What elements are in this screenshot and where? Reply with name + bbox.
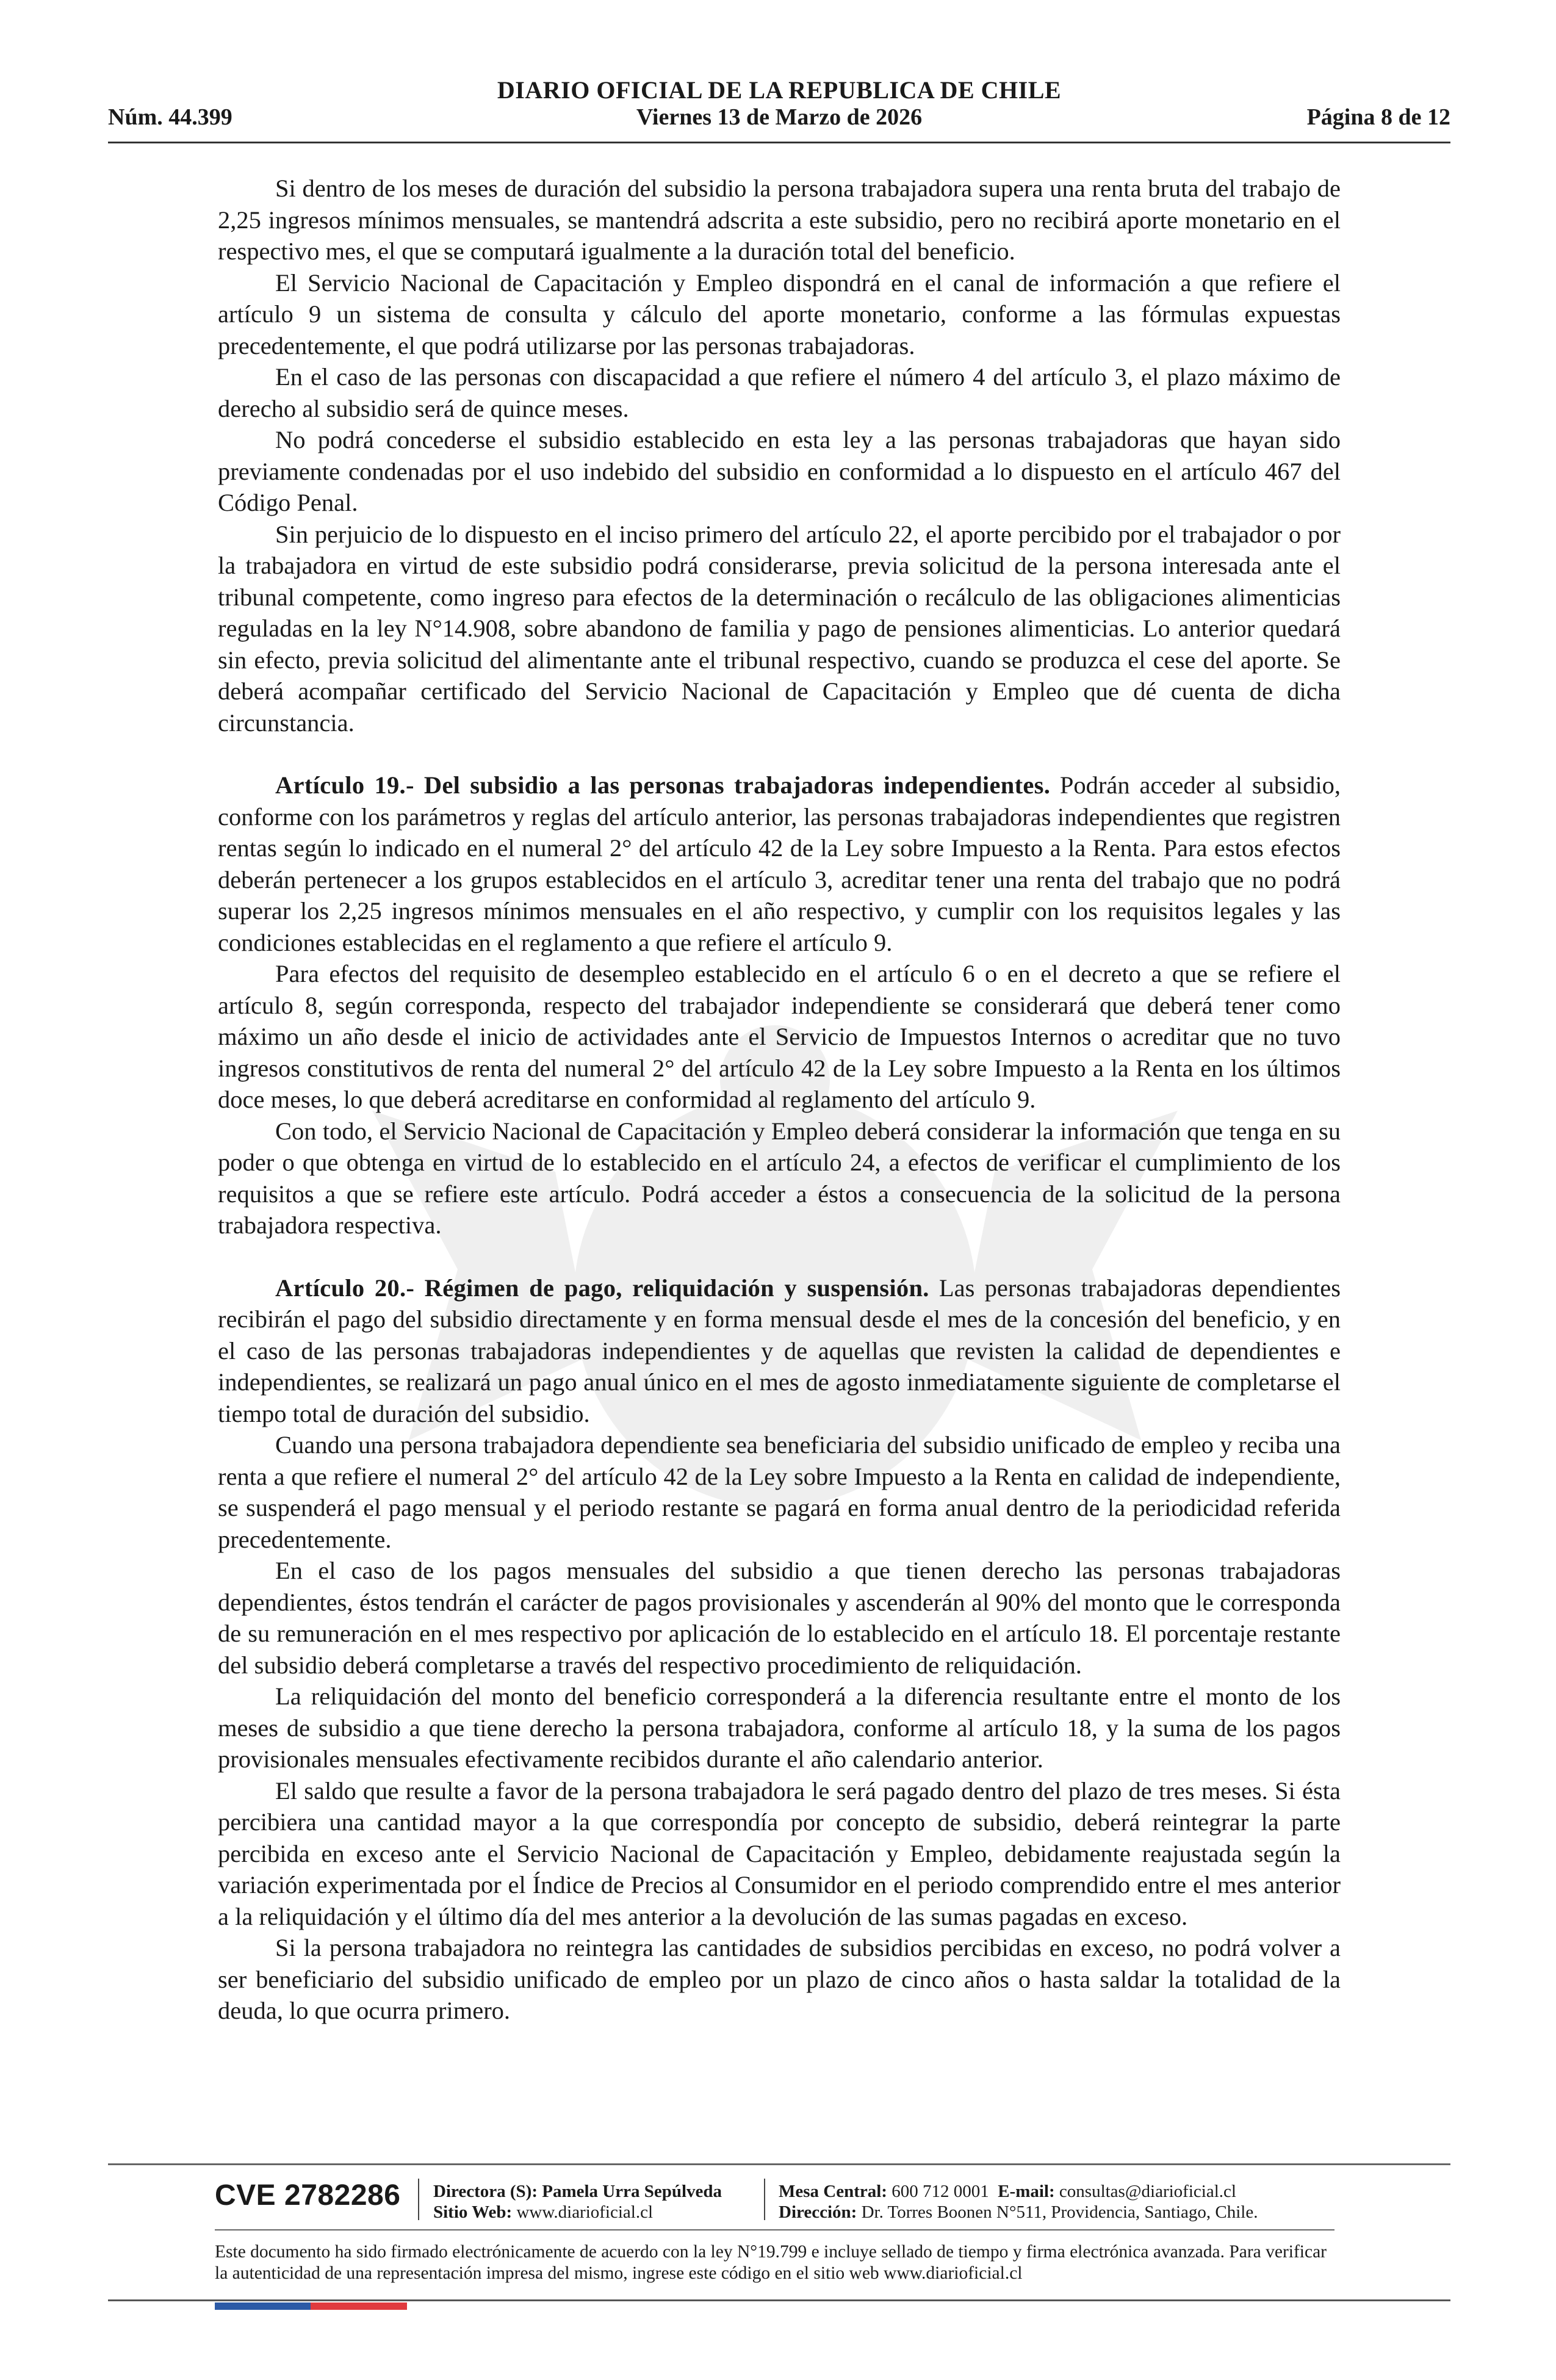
director-label: Directora (S): xyxy=(433,2182,538,2201)
paragraph: No podrá concederse el subsidio establecido en esta ley a las personas trabajadoras que hayan sido previamente condenadas por el uso indebido del subsidio en conformidad a lo dispuesto en el artículo 467 del Código Penal. xyxy=(218,426,1341,516)
page-number: Página 8 de 12 xyxy=(1306,104,1450,130)
footer-divider xyxy=(215,2229,1334,2230)
paragraph: Para efectos del requisito de desempleo establecido en el artículo 6 o en el decreto a que se refiere el artículo 8, según corresponda, respecto del trabajador independiente se considerará que deberá tener como máximo un año desde el inicio de actividades ante el Servicio de Impuestos Internos o acreditar que no tuvo ingresos constitutivos de renta del numeral 2° del artículo 42 de la Ley sobre Impuesto a la Renta en los últimos doce meses, lo que deberá acreditarse en conformidad al reglamento del artículo 9. xyxy=(218,960,1341,1113)
article-19-heading: Artículo 19.- Del subsidio a las personas trabajadoras independientes. xyxy=(275,771,1051,799)
header-divider xyxy=(108,142,1450,143)
paragraph: La reliquidación del monto del beneficio corresponderá a la diferencia resultante entre el monto de los meses de subsidio a que tiene derecho la persona trabajadora, conforme al artículo 18, y la suma de los pagos provisionales mensuales efectivamente recibidos durante el año calendario anterior. xyxy=(218,1682,1341,1773)
footer-divider xyxy=(108,2299,1450,2301)
article-20-text: Las personas trabajadoras dependientes recibirán el pago del subsidio directamente y en forma mensual desde el mes de la concesión del beneficio, y en el caso de las personas trabajadoras independientes y de aquellas que revisten la calidad de dependientes e independientes, se realizará un pago anual único en el mes de agosto inmediatamente siguiente de completarse el tiempo total de duración del subsidio. xyxy=(218,1274,1341,1427)
phone-label: Mesa Central: xyxy=(779,2182,887,2201)
email-label: E-mail: xyxy=(998,2182,1055,2201)
address-label: Dirección: xyxy=(779,2202,857,2222)
flag-stripe xyxy=(215,2302,407,2310)
footer-director-block xyxy=(433,2181,722,2223)
legal-notice: Este documento ha sido firmado electrónicamente de acuerdo con la ley N°19.799 e incluye sellado de tiempo y firma electrónica avanzada. Para verificar la autenticidad de una representación impresa del mismo, ingrese este código en el sitio web www.diarioficial.cl xyxy=(215,2242,1327,2283)
document-body xyxy=(218,173,1341,2027)
paragraph: Si la persona trabajadora no reintegra las cantidades de subsidios percibidas en exceso, no podrá volver a ser beneficiario del subsidio unificado de empleo por un plazo de cinco años o hasta saldar la totalidad de la deuda, lo que ocurra primero. xyxy=(218,1934,1341,2024)
email-link[interactable]: consultas@diarioficial.cl xyxy=(1059,2182,1236,2201)
paragraph: Cuando una persona trabajadora dependiente sea beneficiaria del subsidio unificado de empleo y reciba una renta a que refiere el numeral 2° del artículo 42 de la Ley sobre Impuesto a la Renta en calidad de independiente, se suspenderá el pago mensual y el periodo restante se pagará en forma anual dentro de la periodicidad referida precedentemente. xyxy=(218,1431,1341,1553)
paragraph: El Servicio Nacional de Capacitación y Empleo dispondrá en el canal de información a que refiere el artículo 9 un sistema de consulta y cálculo del aporte monetario, conforme a las fórmulas expuestas precedentemente, el que podrá utilizarse por las personas trabajadoras. xyxy=(218,269,1341,359)
flag-blue-stripe xyxy=(215,2302,311,2310)
paragraph: Si dentro de los meses de duración del subsidio la persona trabajadora supera una renta bruta del trabajo de 2,25 ingresos mínimos mensuales, se mantendrá adscrita a este subsidio, pero no recibirá aporte monetario en el respectivo mes, el que se computará igualmente a la duración total del beneficio. xyxy=(218,175,1341,265)
article-20-paragraph xyxy=(218,1272,1341,1430)
paragraph: En el caso de las personas con discapacidad a que refiere el número 4 del artículo 3, el plazo máximo de derecho al subsidio será de quince meses. xyxy=(218,363,1341,422)
paragraph: El saldo que resulte a favor de la persona trabajadora le será pagado dentro del plazo de tres meses. Si ésta percibiera una cantidad mayor a la que correspondía por concepto de subsidio, deberá reintegrar la parte percibida en exceso ante el Servicio Nacional de Capacitación y Empleo, debidamente reajustada según la variación experimentada por el Índice de Precios al Consumidor en el periodo comprendido entre el mes anterior a la reliquidación y el último día del mes anterior a la devolución de las sumas pagadas en exceso. xyxy=(218,1776,1341,1930)
issue-number: Núm. 44.399 xyxy=(108,104,232,130)
article-19-paragraph xyxy=(218,770,1341,958)
article-20-heading: Artículo 20.- Régimen de pago, reliquidación y suspensión. xyxy=(275,1274,929,1302)
website-link[interactable]: www.diarioficial.cl xyxy=(516,2202,654,2222)
paragraph: En el caso de los pagos mensuales del subsidio a que tienen derecho las personas trabajadoras dependientes, éstos tendrán el carácter de pagos provisionales y ascenderán al 90% del monto que le corresponda de su remuneración en el mes respectivo por aplicación de lo establecido en el artículo 18. El porcentaje restante del subsidio deberá completarse a través del respectivo procedimiento de reliquidación. xyxy=(218,1557,1341,1679)
address-value: Dr. Torres Boonen N°511, Providencia, Santiago, Chile. xyxy=(861,2202,1258,2222)
footer-separator xyxy=(764,2179,765,2220)
footer-contact-block xyxy=(779,2181,1258,2223)
newspaper-title: DIARIO OFICIAL DE LA REPUBLICA DE CHILE xyxy=(497,76,1062,104)
phone-value: 600 712 0001 xyxy=(891,2182,989,2201)
flag-red-stripe xyxy=(311,2302,407,2310)
footer-separator xyxy=(418,2179,419,2220)
cve-code: CVE 2782286 xyxy=(215,2179,401,2212)
website-label: Sitio Web: xyxy=(433,2202,513,2222)
director-name: Pamela Urra Sepúlveda xyxy=(542,2182,722,2201)
paragraph: Sin perjuicio de lo dispuesto en el inciso primero del artículo 22, el aporte percibido por el trabajador o por la trabajadora en virtud de este subsidio podrá considerarse, previa solicitud de la persona interesada ante el tribunal competente, como ingreso para efectos de la determinación o recálculo de las obligaciones alimenticias reguladas en la ley N°14.908, sobre abandono de familia y pago de pensiones alimenticias. Lo anterior quedará sin efecto, previa solicitud del alimentante ante el tribunal respectivo, cuando se produzca el cese del aporte. Se deberá acompañar certificado del Servicio Nacional de Capacitación y Empleo que dé cuenta de dicha circunstancia. xyxy=(218,520,1341,737)
footer-divider xyxy=(108,2163,1450,2165)
page-header xyxy=(108,72,1450,148)
article-19-text: Podrán acceder al subsidio, conforme con los parámetros y reglas del artículo anterior, las personas trabajadoras independientes que registren rentas según lo indicado en el numeral 2° del artículo 42 de la Ley sobre Impuesto a la Renta. Para estos efectos deberán pertenecer a los grupos establecidos en el artículo 3, acreditar tener una renta del trabajo que no podrá superar los 2,25 ingresos mínimos mensuales en el año respectivo, y cumplir con los requisitos legales y las condiciones establecidas en el reglamento a que refiere el artículo 9. xyxy=(218,771,1341,956)
issue-date: Viernes 13 de Marzo de 2026 xyxy=(636,104,923,130)
paragraph: Con todo, el Servicio Nacional de Capacitación y Empleo deberá considerar la información que tenga en su poder o que obtenga en virtud de lo establecido en el artículo 24, a efectos de verificar el cumplimiento de los requisitos a que se refiere este artículo. Podrá acceder a éstos a consecuencia de la solicitud de la persona trabajadora respectiva. xyxy=(218,1117,1341,1239)
